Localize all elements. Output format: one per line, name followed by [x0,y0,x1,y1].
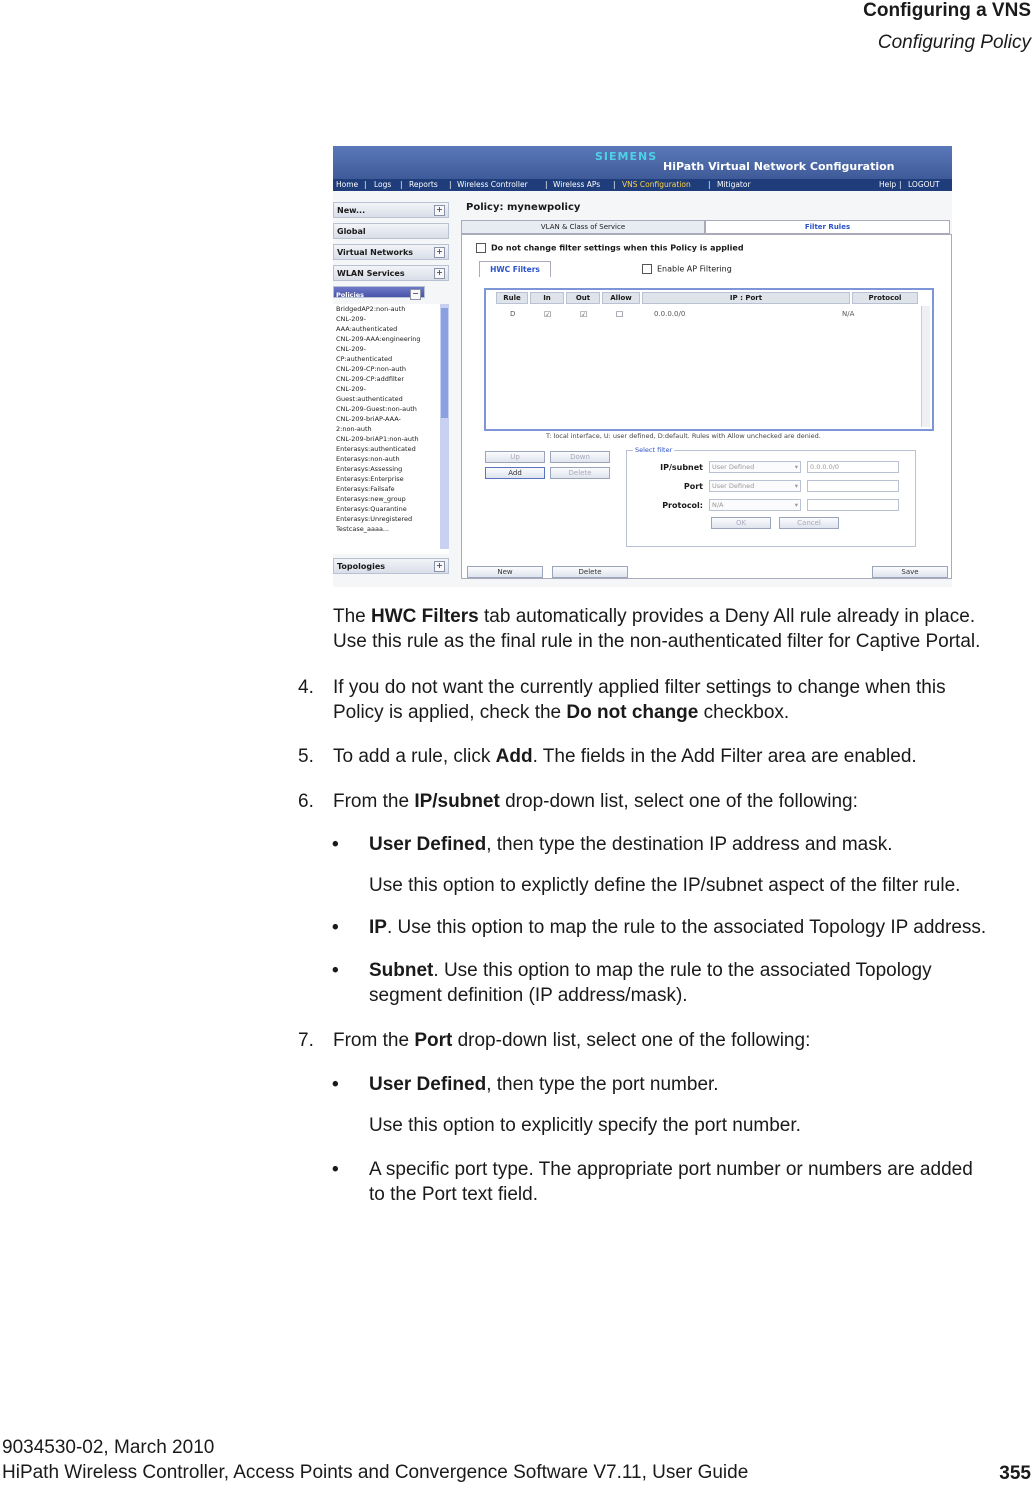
text-run: To add a rule, click [333,746,496,767]
bullet-icon: • [332,917,339,938]
select-filter-title: Select filter [635,446,673,454]
cancel-button[interactable]: Cancel [779,517,839,529]
step-number: 5. [298,746,314,767]
text-run-bold: IP/subnet [414,791,500,812]
text-run: drop-down list, select one of the following: [499,791,858,812]
column-header-ip-port: IP : Port [642,292,850,304]
list-item[interactable]: CNL-209- [336,315,367,323]
bullet-icon: • [332,1159,339,1180]
sidebar-item-new[interactable] [333,202,449,218]
text-run: , then type the destination IP address and mask. [486,834,893,855]
sidebar-item-label: Policies [336,291,365,299]
list-item[interactable]: CNL-209-briAP-AAA- [336,415,401,423]
chevron-down-icon: ▾ [794,501,798,509]
policy-list-scrollbar[interactable] [440,304,449,549]
policy-title: Policy: mynewpolicy [466,202,581,213]
step-6 [333,789,858,815]
add-button[interactable]: Add [485,467,545,479]
bullet-port-user-defined-note: Use this option to explicitly specify the port number. [369,1115,801,1136]
menu-help[interactable]: Help [879,180,897,189]
minus-icon[interactable]: − [410,289,421,300]
brand-logo: SIEMENS [595,150,658,163]
new-button[interactable]: New [467,566,543,578]
cell-ip-port: 0.0.0.0/0 [654,310,686,318]
list-item[interactable]: Guest:authenticated [336,395,403,403]
plus-icon[interactable]: + [434,205,445,216]
intro-paragraph-line2: Use this rule as the final rule in the non-authenticated filter for Captive Portal. [333,631,981,652]
main-content [461,202,952,587]
text-run: , then type the port number. [486,1074,719,1095]
page-number: 355 [999,1463,1031,1484]
text-run-bold: IP [369,917,387,938]
list-item[interactable]: Enterasys:authenticated [336,445,416,453]
app-title: HiPath Virtual Network Configuration [663,160,895,173]
plus-icon[interactable]: + [434,561,445,572]
list-item[interactable]: Enterasys:Quarantine [336,505,407,513]
chevron-down-icon: ▾ [794,463,798,471]
step-number: 4. [298,677,314,698]
list-item[interactable]: CNL-209-CP:addfilter [336,375,405,383]
text-run-bold: Subnet [369,960,434,981]
bullet-port-type: A specific port type. The appropriate port number or numbers are added [369,1159,973,1180]
protocol-input[interactable] [807,499,899,511]
enable-ap-label: Enable AP Filtering [657,264,732,274]
section-title: Configuring Policy [877,32,1031,53]
port-select[interactable] [709,480,801,492]
checkmark-icon[interactable]: ☑ [544,310,552,319]
plus-icon[interactable]: + [434,247,445,258]
menu-wireless-aps[interactable]: Wireless APs [553,180,601,189]
text-run: . The fields in the Add Filter area are enabled. [532,746,917,767]
text-run-bold: HWC Filters [371,606,479,627]
bullet-port-user-defined [369,1072,719,1098]
tab-vlan-cos[interactable]: VLAN & Class of Service [461,220,705,234]
menu-sep: | [545,180,548,189]
bullet-icon: • [332,960,339,981]
list-item[interactable]: CNL-209-briAP1:non-auth [336,435,419,443]
intro-paragraph [333,604,975,630]
checkmark-icon[interactable]: ☑ [580,310,588,319]
table-scrollbar[interactable] [921,306,930,427]
port-input[interactable] [807,480,899,492]
checkbox-icon[interactable] [476,243,486,253]
menu-logout[interactable]: LOGOUT [908,180,940,189]
ok-button[interactable]: OK [711,517,771,529]
tab-filter-rules[interactable]: Filter Rules [705,220,950,234]
bullet-icon: • [332,1074,339,1095]
list-item[interactable]: Enterasys:new_group [336,495,406,503]
menu-sep: | [613,180,616,189]
ip-subnet-label: IP/subnet [660,463,703,472]
policy-screenshot [333,146,952,587]
step-number: 6. [298,791,314,812]
step-5 [333,744,917,770]
up-button[interactable]: Up [485,451,545,463]
checkbox-icon[interactable] [642,264,652,274]
menu-wireless-controller[interactable]: Wireless Controller [457,180,528,189]
filter-table [484,288,934,431]
list-item[interactable]: CNL-209- [336,345,367,353]
port-select-value: User Defined [712,482,755,490]
menu-sep: | [708,180,711,189]
step-4-line1: If you do not want the currently applied filter settings to change when this [333,677,946,698]
column-header-in: In [530,292,564,304]
scrollbar-thumb[interactable] [441,308,448,418]
text-run-bold: Do not change [566,702,699,723]
protocol-label: Protocol: [662,501,703,510]
menu-vns-configuration[interactable]: VNS Configuration [622,180,691,189]
delete-rule-button[interactable]: Delete [550,467,610,479]
bullet-port-type-line2: to the Port text field. [369,1184,538,1205]
policy-list [333,304,449,554]
column-header-rule: Rule [496,292,528,304]
select-filter-group [626,446,916,547]
protocol-select-value: N/A [712,501,724,509]
text-run-bold: User Defined [369,834,487,855]
text-run-bold: Add [495,746,533,767]
list-item[interactable]: CP:authenticated [336,355,393,363]
column-header-allow: Allow [602,292,640,304]
sidebar-item-label: WLAN Services [337,269,405,278]
sidebar-item-wlan-services[interactable] [333,265,449,281]
bullet-icon: • [332,834,339,855]
bullet-subnet [369,958,932,984]
sidebar-item-label: Virtual Networks [337,248,414,257]
list-item[interactable]: Enterasys:non-auth [336,455,400,463]
chevron-down-icon: ▾ [794,482,798,490]
subtab-hwc-filters[interactable]: HWC Filters [479,261,551,277]
menu-mitigator[interactable]: Mitigator [717,180,751,189]
table-legend: T: local interface, U: user defined, D:default. Rules with Allow unchecked are denied. [546,432,821,440]
text-run: . Use this option to map the rule to the associated Topology [433,960,932,981]
bullet-user-defined [369,832,893,858]
protocol-select[interactable] [709,499,801,511]
text-run: . Use this option to map the rule to the associated Topology IP address. [386,917,987,938]
text-run: From the [333,1030,415,1051]
ip-subnet-select[interactable] [709,461,801,473]
down-button[interactable]: Down [550,451,610,463]
list-item[interactable]: CNL-209- [336,385,367,393]
save-button[interactable]: Save [872,566,948,578]
do-not-change-checkbox[interactable] [476,243,744,253]
list-item[interactable]: Enterasys:Assessing [336,465,403,473]
text-run: Policy is applied, check the [333,702,567,723]
sidebar-item-virtual-networks[interactable] [333,244,449,260]
step-4-line2 [333,700,789,726]
menu-sep: | [364,180,367,189]
menu-logs[interactable]: Logs [374,180,392,189]
list-item[interactable]: CNL-209-AAA:engineering [336,335,421,343]
text-run: checkbox. [698,702,790,723]
column-header-protocol: Protocol [852,292,918,304]
menu-sep: | [400,180,403,189]
filter-rules-panel [461,234,952,579]
port-label: Port [683,482,703,491]
enable-ap-filtering-checkbox[interactable] [642,264,732,274]
menu-sep: | [899,180,902,189]
text-run-bold: User Defined [369,1074,487,1095]
do-not-change-label: Do not change filter settings when this Policy is applied [491,243,744,253]
list-item[interactable]: Testcase_aaaa... [336,525,390,533]
list-item[interactable]: Enterasys:Unregistered [336,515,413,523]
checkbox-icon[interactable]: ☐ [616,310,624,319]
menu-reports[interactable]: Reports [409,180,438,189]
delete-policy-button[interactable]: Delete [552,566,628,578]
list-item[interactable]: BridgedAP2:non-auth [336,305,406,313]
footer-title: HiPath Wireless Controller, Access Points and Convergence Software V7.11, User Guide [2,1462,749,1483]
chapter-title: Configuring a VNS [863,0,1031,21]
sidebar-item-label: Topologies [337,562,386,571]
menu-bar [333,179,952,191]
column-header-out: Out [566,292,600,304]
text-run: From the [333,791,415,812]
sidebar-item-label: New... [337,206,366,215]
list-item[interactable]: CNL-209-CP:non-auth [336,365,406,373]
footer-doc-id: 9034530-02, March 2010 [2,1437,215,1458]
list-item[interactable]: Enterasys:Failsafe [336,485,395,493]
list-item[interactable]: 2:non-auth [336,425,372,433]
text-run-bold: Port [414,1030,453,1051]
app-banner [333,146,952,179]
sidebar-item-policies[interactable] [333,286,425,298]
step-7 [333,1028,810,1054]
ip-subnet-input[interactable]: 0.0.0.0/0 [807,461,899,473]
list-item[interactable]: AAA:authenticated [336,325,398,333]
bullet-ip [369,915,986,941]
sidebar-item-label: Global [337,227,366,236]
sidebar [333,202,449,587]
bullet-user-defined-note: Use this option to explictly define the IP/subnet aspect of the filter rule. [369,875,961,896]
bullet-subnet-line2: segment definition (IP address/mask). [369,985,688,1006]
cell-rule: D [510,310,516,318]
text-run: tab automatically provides a Deny All rule already in place. [478,606,976,627]
text-run: The [333,606,372,627]
plus-icon[interactable]: + [434,268,445,279]
list-item[interactable]: Enterasys:Enterprise [336,475,404,483]
list-item[interactable]: CNL-209-Guest:non-auth [336,405,417,413]
sidebar-item-global[interactable] [333,223,449,239]
cell-protocol: N/A [842,310,855,318]
ip-subnet-select-value: User Defined [712,463,755,471]
menu-sep: | [449,180,452,189]
menu-home[interactable]: Home [336,180,359,189]
text-run: drop-down list, select one of the following: [452,1030,811,1051]
sidebar-item-topologies[interactable] [333,558,449,574]
step-number: 7. [298,1030,314,1051]
